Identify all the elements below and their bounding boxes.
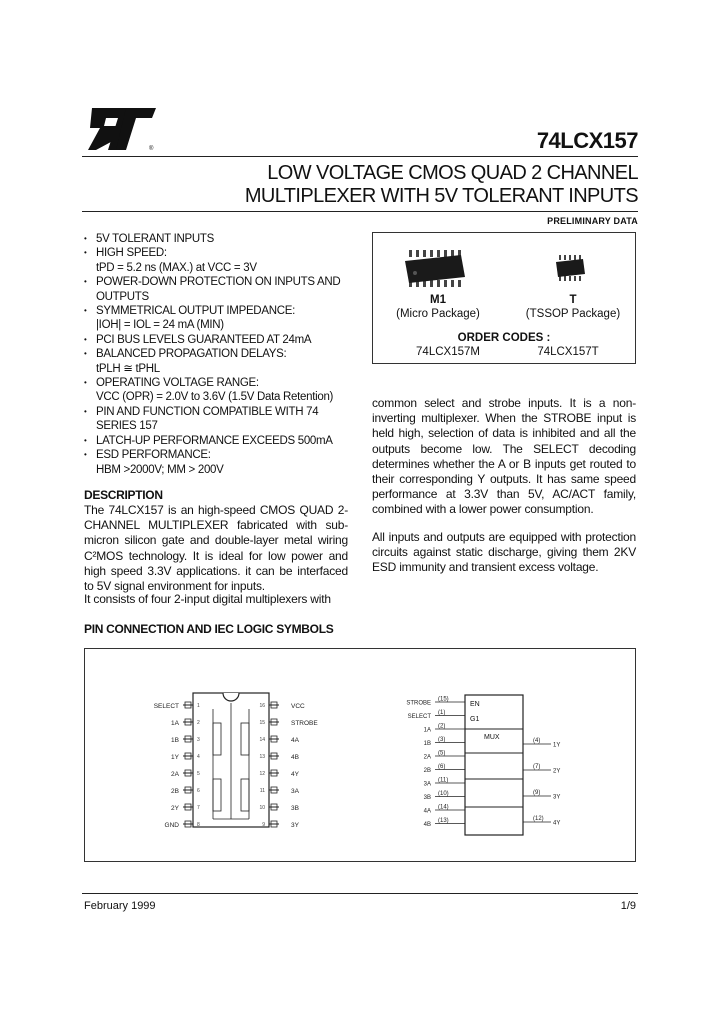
dip-internal-lines	[213, 703, 249, 819]
dip-right-pin-num: 13	[259, 754, 265, 760]
dip-right-pin-label: 4B	[291, 754, 299, 761]
t-code: T	[569, 294, 577, 306]
soic-package-image	[403, 247, 467, 291]
feature-list	[84, 232, 354, 477]
iec-output-label: 2Y	[553, 768, 561, 775]
iec-input-label: STROBE	[406, 700, 431, 707]
iec-mux-label: MUX	[484, 734, 500, 741]
iec-input-label: 2B	[423, 768, 431, 774]
dip-left-pin-num: 6	[197, 788, 200, 794]
m1-label: (Micro Package)	[396, 308, 480, 320]
order-code-m: 74LCX157M	[416, 346, 480, 358]
description-right-para2: All inputs and outputs are equipped with protection circuits against static discharge, giving them 2KV ESD immunity and transient excess voltage.	[372, 530, 636, 575]
iec-input-label: 1B	[423, 741, 431, 747]
iec-input-label: 1A	[423, 727, 431, 734]
iec-output-label: 3Y	[553, 794, 561, 801]
tssop-package-image	[553, 253, 587, 283]
pin-diagram	[85, 649, 635, 861]
iec-input-num: (13)	[438, 818, 449, 824]
dip-left-pin-label: 1A	[171, 720, 179, 727]
feature-item: • PCI BUS LEVELS GUARANTEED AT 24mA	[84, 333, 312, 346]
dip-right-pin-num: 10	[259, 805, 265, 811]
st-logo	[86, 104, 160, 154]
title-line2: MULTIPLEXER WITH 5V TOLERANT INPUTS	[244, 185, 638, 207]
dip-left-pin-num: 2	[197, 720, 200, 726]
dip-right-pin-label: 3A	[291, 788, 299, 795]
t-label: (TSSOP Package)	[525, 308, 621, 320]
iec-input-num: (1)	[438, 710, 446, 716]
iec-input-num: (3)	[438, 737, 446, 743]
feature-item: • ESD PERFORMANCE: HBM >2000V; MM > 200V	[84, 449, 224, 476]
iec-en-label: EN	[470, 701, 480, 708]
iec-input-num: (5)	[438, 750, 446, 757]
iec-input-label: SELECT	[407, 714, 431, 720]
order-code-t: 74LCX157T	[537, 346, 599, 358]
iec-input-label: 4B	[423, 822, 431, 828]
feature-item: • POWER-DOWN PROTECTION ON INPUTS AND OUTPUTS	[84, 276, 341, 303]
dip-left-pin-num: 4	[197, 754, 200, 760]
dip-right-pin-label: 3B	[291, 805, 299, 812]
dip-right-pin-num: 12	[259, 771, 265, 777]
dip-left-pin-num: 8	[197, 822, 200, 828]
dip-left-pin-label: 2B	[171, 788, 179, 795]
dip-right-pin-label: 4A	[291, 737, 299, 744]
dip-right-pin-label: STROBE	[291, 720, 318, 727]
preliminary-label: PRELIMINARY DATA	[547, 216, 638, 226]
package-box	[372, 232, 636, 364]
svg-text:®: ®	[149, 146, 154, 152]
dip-left-pin-num: 3	[197, 737, 200, 743]
iec-input-num: (10)	[438, 791, 449, 797]
iec-input-num: (15)	[438, 696, 449, 703]
iec-input-num: (14)	[438, 804, 449, 811]
iec-output-label: 1Y	[553, 742, 561, 749]
dip-left-pin-num: 5	[197, 771, 200, 777]
iec-input-label: 2A	[423, 754, 431, 761]
m1-code: M1	[430, 294, 446, 306]
feature-item: • HIGH SPEED: tPD = 5.2 ns (MAX.) at VCC = 3V	[84, 247, 257, 274]
iec-input-label: 4A	[423, 808, 431, 815]
dip-notch	[223, 693, 239, 701]
feature-item: • LATCH-UP PERFORMANCE EXCEEDS 500mA	[84, 434, 333, 447]
dip-left-pin-num: 1	[197, 703, 200, 709]
header-rule	[82, 156, 638, 157]
dip-right-pin-num: 9	[262, 822, 265, 828]
dip-right-pin-label: 3Y	[291, 822, 299, 829]
iec-input-num: (6)	[438, 764, 446, 770]
iec-output-num: (9)	[533, 790, 541, 796]
footer-rule	[82, 893, 638, 894]
feature-item: • SYMMETRICAL OUTPUT IMPEDANCE: |IOH| = IOL = 24 mA (MIN)	[84, 305, 295, 332]
dip-left-pin-label: 2A	[171, 771, 179, 778]
iec-output-num: (12)	[533, 816, 544, 822]
part-number: 74LCX157	[536, 128, 638, 153]
iec-input-num: (2)	[438, 723, 446, 730]
iec-input-num: (11)	[438, 777, 449, 784]
dip-left-pin-num: 7	[197, 805, 200, 811]
title-line1: LOW VOLTAGE CMOS QUAD 2 CHANNEL	[267, 162, 638, 184]
footer-page: 1/9	[620, 900, 636, 912]
iec-output-num: (4)	[533, 738, 541, 744]
dip-right-pin-label: VCC	[291, 703, 305, 710]
footer-date: February 1999	[84, 900, 156, 912]
iec-input-label: 3B	[423, 795, 431, 801]
description-heading: DESCRIPTION	[84, 488, 163, 502]
iec-input-label: 3A	[423, 781, 431, 788]
feature-item: • 5V TOLERANT INPUTS	[84, 233, 214, 245]
feature-item: • PIN AND FUNCTION COMPATIBLE WITH 74 SERIES 157	[84, 405, 319, 433]
iec-output-num: (7)	[533, 764, 541, 770]
dip-left-pin-label: 2Y	[171, 805, 179, 812]
description-left-para2: It consists of four 2-input digital multiplexers with	[84, 592, 331, 606]
dip-right-pin-num: 16	[259, 703, 265, 709]
feature-item: • OPERATING VOLTAGE RANGE: VCC (OPR) = 2.0V to 3.6V (1.5V Data Retention)	[84, 377, 334, 404]
dip-right-pin-label: 4Y	[291, 771, 299, 778]
dip-right-pin-num: 11	[259, 788, 265, 794]
pin-figure-box	[84, 648, 636, 862]
feature-item: • BALANCED PROPAGATION DELAYS: tPLH ≅ tPHL	[84, 348, 287, 375]
title-rule	[82, 211, 638, 212]
dip-right-pin-num: 15	[259, 720, 265, 726]
dip-left-pin-label: SELECT	[153, 703, 179, 710]
description-left-para1: The 74LCX157 is an high-speed CMOS QUAD 2-CHANNEL MULTIPLEXER fabricated with sub-micron silicon gate and double-layer metal wiring C²MOS technology. It is ideal for low power and high speed 3.3V applications. it can be interfaced to 5V signal environment for inputs.	[84, 503, 348, 594]
pin-section-heading: PIN CONNECTION AND IEC LOGIC SYMBOLS	[84, 622, 334, 636]
description-right-para1: common select and strobe inputs. It is a non-inverting multiplexer. When the STROBE input is held high, selection of data is inhibited and all the outputs become low. The SELECT decoding determines whether the A or B inputs get routed to their corresponding Y outputs. It has same speed performance at 3.3V than 5V, AC/ACT family, combined with a lower power consumption.	[372, 396, 636, 517]
iec-g-label: G1	[470, 716, 480, 723]
dip-left-pin-label: GND	[164, 822, 179, 829]
iec-output-label: 4Y	[553, 820, 561, 827]
dip-left-pin-label: 1B	[171, 737, 179, 744]
order-codes-title: ORDER CODES :	[457, 332, 551, 344]
dip-left-pin-label: 1Y	[171, 754, 179, 761]
dip-right-pin-num: 14	[259, 737, 265, 743]
